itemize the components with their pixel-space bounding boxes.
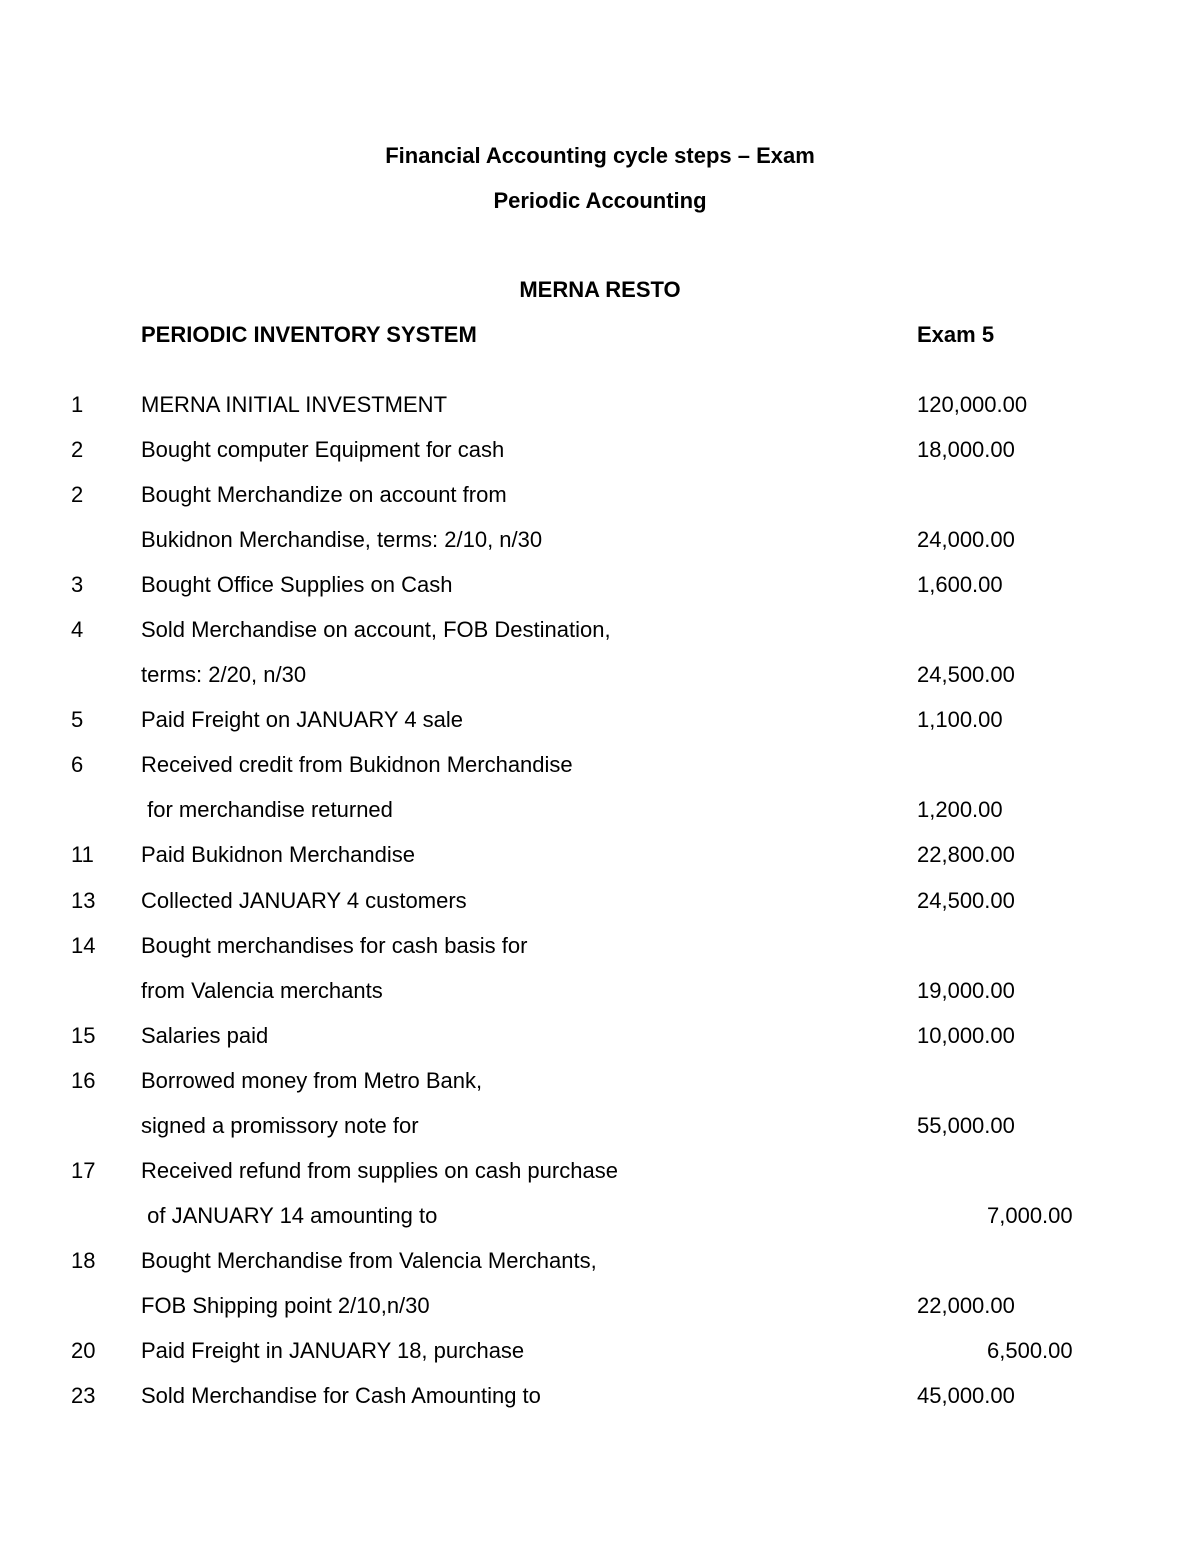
transaction-day: 14 [71, 932, 96, 958]
transaction-description: for merchandise returned [141, 797, 393, 823]
transaction-amount: 22,000.00 [917, 1292, 1015, 1318]
transaction-description: MERNA INITIAL INVESTMENT [141, 392, 448, 417]
transaction-day: 18 [71, 1247, 96, 1273]
transaction-day: 3 [71, 572, 84, 598]
transaction-amount: 19,000.00 [917, 977, 1015, 1003]
transaction-description: Bought merchandises for cash basis for [141, 932, 528, 958]
transaction-row [0, 1112, 1200, 1157]
transaction-description: terms: 2/20, n/30 [141, 662, 307, 688]
transaction-row [0, 887, 1200, 932]
transaction-day: 23 [71, 1383, 96, 1409]
transaction-amount: 120,000.00 [917, 392, 1028, 417]
transaction-description: signed a promissory note for [141, 1112, 419, 1138]
transaction-day: 13 [71, 887, 96, 913]
transaction-day: 4 [71, 617, 84, 643]
transaction-row [0, 977, 1200, 1022]
transaction-description: Salaries paid [141, 1022, 269, 1048]
transaction-amount: 45,000.00 [917, 1383, 1015, 1409]
transaction-row [0, 1067, 1200, 1112]
transaction-description: from Valencia merchants [141, 977, 383, 1003]
transaction-description: FOB Shipping point 2/10,n/30 [141, 1292, 430, 1318]
transaction-row [0, 616, 1200, 661]
transaction-row [0, 1022, 1200, 1067]
transaction-day: 11 [71, 842, 94, 868]
transaction-description: Paid Freight in JANUARY 18, purchase [141, 1337, 525, 1363]
transaction-amount: 24,000.00 [917, 527, 1015, 553]
transaction-amount: 6,500.00 [987, 1337, 1073, 1363]
transaction-amount: 7,000.00 [987, 1202, 1073, 1228]
transaction-description: Bought Merchandise from Valencia Merchants, [141, 1247, 597, 1273]
transaction-day: 1 [71, 392, 84, 417]
transaction-row [0, 526, 1200, 571]
transaction-day: 17 [71, 1157, 96, 1183]
transaction-row [0, 932, 1200, 977]
transaction-description: of JANUARY 14 amounting to [141, 1202, 438, 1228]
section-heading: PERIODIC INVENTORY SYSTEM [141, 322, 477, 347]
transaction-amount: 1,100.00 [917, 707, 1003, 733]
transaction-row [0, 796, 1200, 841]
transaction-amount: 55,000.00 [917, 1112, 1015, 1138]
transaction-day: 2 [71, 437, 84, 463]
transaction-row [0, 1202, 1200, 1247]
document-title: Financial Accounting cycle steps – Exam [385, 143, 815, 168]
transaction-description: Received refund from supplies on cash purchase [141, 1157, 618, 1183]
transaction-amount: 24,500.00 [917, 662, 1015, 688]
transaction-row [0, 1247, 1200, 1292]
transaction-row [0, 841, 1200, 886]
transaction-amount: 18,000.00 [917, 437, 1015, 463]
transaction-row [0, 436, 1200, 481]
transaction-day: 2 [71, 482, 84, 508]
transaction-description: Bukidnon Merchandise, terms: 2/10, n/30 [141, 527, 543, 553]
transaction-row [0, 1382, 1200, 1427]
transaction-row [0, 661, 1200, 706]
document-subtitle: Periodic Accounting [493, 188, 707, 213]
transaction-description: Paid Freight on JANUARY 4 sale [141, 707, 464, 733]
transaction-description: Received credit from Bukidnon Merchandise [141, 752, 573, 778]
transaction-description: Bought Office Supplies on Cash [141, 572, 453, 598]
transaction-amount: 24,500.00 [917, 887, 1015, 913]
transaction-row [0, 391, 1200, 436]
transaction-description: Bought computer Equipment for cash [141, 437, 505, 463]
transaction-day: 15 [71, 1022, 96, 1048]
transaction-row [0, 1157, 1200, 1202]
company-name: MERNA RESTO [519, 277, 681, 302]
transaction-amount: 10,000.00 [917, 1022, 1015, 1048]
transaction-row [0, 751, 1200, 796]
exam-label: Exam 5 [917, 322, 995, 347]
transaction-amount: 1,200.00 [917, 797, 1003, 823]
transaction-list [0, 391, 1200, 1427]
transaction-row [0, 571, 1200, 616]
transaction-description: Paid Bukidnon Merchandise [141, 842, 415, 868]
transaction-amount: 22,800.00 [917, 842, 1015, 868]
transaction-description: Collected JANUARY 4 customers [141, 887, 467, 913]
transaction-amount: 1,600.00 [917, 572, 1003, 598]
transaction-description: Sold Merchandise for Cash Amounting to [141, 1383, 541, 1409]
transaction-day: 5 [71, 707, 84, 733]
transaction-day: 6 [71, 752, 84, 778]
transaction-day: 16 [71, 1067, 96, 1093]
transaction-description: Bought Merchandize on account from [141, 482, 507, 508]
transaction-row [0, 1292, 1200, 1337]
transaction-row [0, 481, 1200, 526]
transaction-day: 20 [71, 1337, 96, 1363]
transaction-row [0, 706, 1200, 751]
transaction-description: Sold Merchandise on account, FOB Destination, [141, 617, 611, 643]
transaction-description: Borrowed money from Metro Bank, [141, 1067, 483, 1093]
transaction-row [0, 1337, 1200, 1382]
